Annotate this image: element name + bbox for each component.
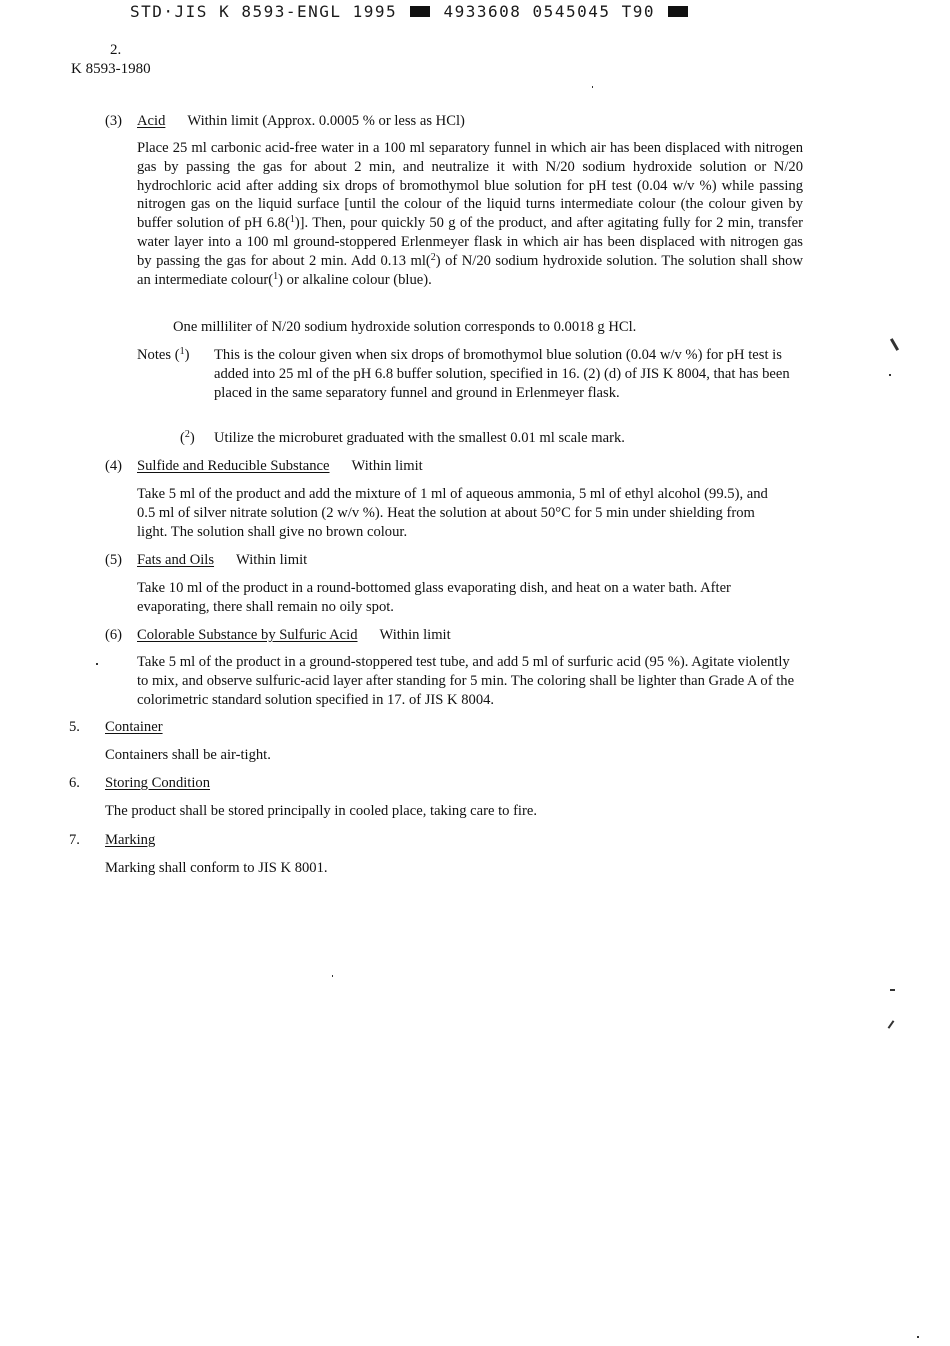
scan-speck bbox=[592, 86, 593, 88]
page-number: 2. bbox=[110, 42, 122, 58]
item-fats-body: Take 10 ml of the product in a round-bottomed glass evaporating dish, and heat on a water bath. After evaporating, there shall remain no oily spot. bbox=[137, 580, 731, 615]
note-2-text: Utilize the microburet graduated with the smallest 0.01 ml scale mark. bbox=[214, 430, 625, 446]
section-storing-number: 6. bbox=[69, 775, 80, 791]
note-1-text: This is the colour given when six drops of bromothymol blue solution (0.04 w/v %) for pH test is added into 25 ml of the pH 6.8 buffer solution, specified in 16. (2) (d) of JIS K 8004, that has been placed in the same separatory funnel and ground in Erlenmeyer flask. bbox=[214, 347, 790, 401]
scan-header bbox=[130, 2, 690, 21]
item-colorable-limit: Within limit bbox=[379, 627, 451, 643]
item-colorable-heading bbox=[137, 626, 837, 645]
item-acid-heading bbox=[137, 112, 837, 131]
item-fats-title: Fats and Oils bbox=[137, 552, 215, 568]
section-marking-body: Marking shall conform to JIS K 8001. bbox=[105, 860, 328, 876]
section-marking-title: Marking bbox=[105, 832, 156, 848]
scan-speck bbox=[889, 374, 891, 376]
item-acid-number: (3) bbox=[105, 113, 123, 129]
item-fats-limit: Within limit bbox=[236, 552, 308, 568]
standard-number: K 8593-1980 bbox=[71, 61, 151, 77]
scan-speck bbox=[890, 989, 895, 991]
section-container-title: Container bbox=[105, 719, 163, 735]
section-marking-number: 7. bbox=[69, 832, 80, 848]
section-container-number: 5. bbox=[69, 719, 80, 735]
item-fats-number: (5) bbox=[105, 552, 123, 568]
section-storing-body: The product shall be stored principally in cooled place, taking care to fire. bbox=[105, 803, 537, 819]
header-ref2: 0545045 bbox=[532, 2, 611, 21]
redaction-block bbox=[410, 6, 430, 17]
scan-speck bbox=[96, 663, 98, 665]
item-sulfide-limit: Within limit bbox=[351, 458, 423, 474]
section-container-body: Containers shall be air-tight. bbox=[105, 747, 271, 763]
scan-speck bbox=[890, 338, 899, 351]
item-sulfide-title: Sulfide and Reducible Substance bbox=[137, 458, 330, 474]
item-sulfide-body: Take 5 ml of the product and add the mixture of 1 ml of aqueous ammonia, 5 ml of ethyl alcohol (99.5), and 0.5 ml of silver nitrate solution (2 w/v %). Heat the solution at about 50°C for 5 min under shielding from light. The solution shall give no brown colour. bbox=[137, 486, 768, 540]
item-sulfide-heading bbox=[137, 457, 837, 476]
item-acid-equivalence: One milliliter of N/20 sodium hydroxide solution corresponds to 0.0018 g HCl. bbox=[173, 319, 637, 335]
item-colorable-body: Take 5 ml of the product in a ground-stoppered test tube, and add 5 ml of surfuric acid (95 %). Agitate violently to mix, and observe sulfuric-acid layer after standing for 5 min. The coloring shall be lighter than Grade A of the colorimetric standard solution specified in 17. of JIS K 8004. bbox=[137, 654, 795, 708]
item-fats-heading bbox=[137, 551, 837, 570]
item-acid-title: Acid bbox=[137, 113, 166, 129]
redaction-block bbox=[668, 6, 688, 17]
item-acid-body: Place 25 ml carbonic acid-free water in a 100 ml separatory funnel in which air has been displaced with nitrogen gas by passing the gas for about 2 min, and neutralize it with N/20 sodium hydroxide solution or N/20 hydrochloric acid after adding six drops of bromothymol blue solution for pH test (0.04 w/v %) while passing nitrogen gas on the liquid surface [until the colour of the liquid turns intermediate colour (the colour given by buffer solution of pH 6.8($^1$)]. Then, pour quickly 50 g of the product, and after agitating fully for 2 min, transfer water layer into a 100 ml ground-stoppered Erlenmeyer flask in which air has been displaced with nitrogen gas by passing the gas for about 2 min. Add 0.13 ml($^2$) of N/20 sodium hydroxide solution. The solution shall show an intermediate colour($^1$) or alkaline colour (blue). bbox=[137, 140, 803, 288]
notes-label: Notes ($^1$) bbox=[137, 346, 190, 363]
scan-speck bbox=[332, 975, 333, 977]
header-code: STD·JIS K 8593-ENGL 1995 bbox=[130, 2, 398, 21]
header-ref1: 4933608 bbox=[443, 2, 522, 21]
note-2-marker: ($^2$) bbox=[180, 429, 195, 446]
section-storing-title: Storing Condition bbox=[105, 775, 211, 791]
item-colorable-title: Colorable Substance by Sulfuric Acid bbox=[137, 627, 358, 643]
item-colorable-number: (6) bbox=[105, 627, 123, 643]
item-sulfide-number: (4) bbox=[105, 458, 123, 474]
header-ref3: T90 bbox=[621, 2, 656, 21]
scan-speck bbox=[917, 1336, 919, 1338]
item-acid-limit: Within limit (Approx. 0.0005 % or less as HCl) bbox=[187, 113, 465, 129]
scan-speck bbox=[888, 1020, 895, 1029]
